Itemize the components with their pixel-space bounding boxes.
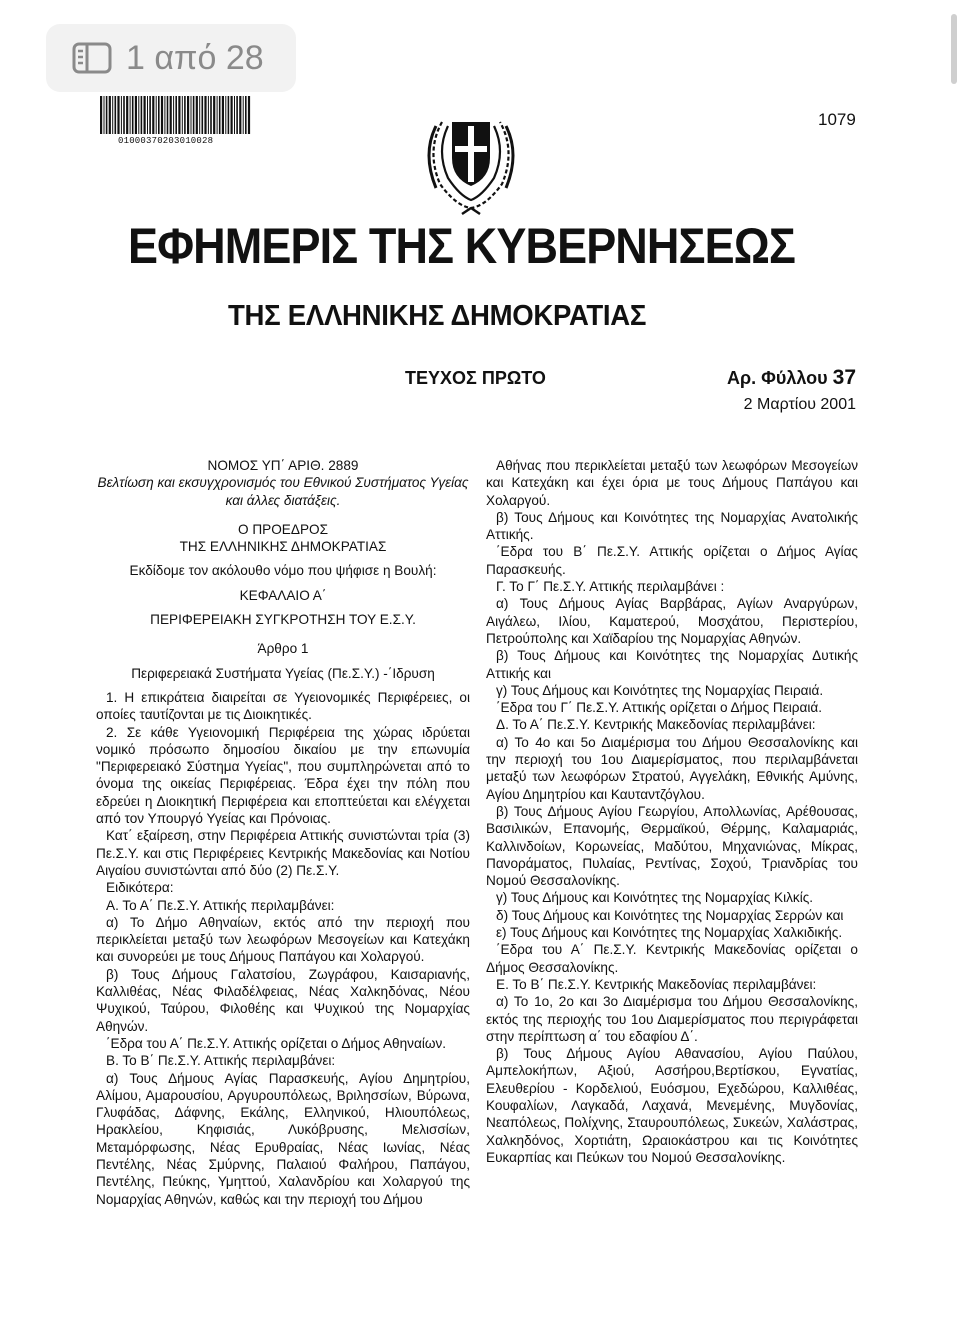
paragraph: Α. Το Α΄ Πε.Σ.Υ. Αττικής περιλαμβάνει: [106, 897, 335, 913]
paragraph: γ) Τους Δήμους και Κοινότητες της Νομαρχίας Κιλκίς. [496, 890, 814, 906]
paragraph: Δ. Το Α΄ Πε.Σ.Υ. Κεντρικής Μακεδονίας περιλαμβάνει: [496, 717, 816, 733]
paragraph: β) Τους Δήμους Γαλατσίου, Ζωγράφου, Καισαριανής, Καλλιθέας, Νέας Φιλαδέλφειας, Νέας Χαλκηδόνας, Νέου Ψυχικού, Ταύρου, Φιλοθέης και Ψυχικού της Νομαρχίας Αθηνών. [96, 966, 470, 1034]
republic-heading: ΤΗΣ ΕΛΛΗΝΙΚΗΣ ΔΗΜΟΚΡΑΤΙΑΣ [179, 539, 387, 555]
article-title: Περιφερειακά Συστήματα Υγείας (Πε.Σ.Υ.) -΄Ιδρυση [131, 665, 435, 681]
paragraph: α) Τους Δήμους Αγίας Παρασκευής, Αγίου Δημητρίου, Αλίμου, Αμαρουσίου, Αργυρουπόλεως, Βριλησσίων, Βύρωνα, Γλυφάδας, Δάφνης, Εκάλης, Ελληνικού, Ηλιουπόλεως, Ηρακλείου, Κηφισιάς, Λυκόβρυσης, Μελισσίων, Μεταμόρφωσης, Νέας Ερυθραίας, Νέας Ιωνίας, Νέας Πεντέλης, Νέας Σμύρνης, Παλαιού Φαλήρου, Παπάγου, Πεντέλης, Πεύκης, Υμηττού, Χαλανδρίου και Χολαργού της Νομαρχίας Αθηνών, καθώς και την περιοχή του Δήμου [96, 1070, 470, 1207]
paragraph: δ) Τους Δήμους και Κοινότητες της Νομαρχίας Σερρών και [496, 907, 844, 923]
page-indicator[interactable] [46, 24, 296, 92]
page-number: 1079 [818, 110, 856, 129]
paragraph: γ) Τους Δήμους και Κοινότητες της Νομαρχίας Πειραιά. [496, 682, 824, 698]
sidebar-toggle-icon[interactable] [72, 42, 112, 74]
paragraph: Ε. Το Β΄ Πε.Σ.Υ. Κεντρικής Μακεδονίας περιλαμβάνει: [496, 976, 817, 992]
paragraph: α) Τους Δήμους Αγίας Βαρβάρας, Αγίων Αναργύρων, Αιγάλεω, Ιλίου, Καματερού, Μοσχάτου, Περιστερίου, Πετρούπολης και Χαϊδαρίου της Νομαρχίας Αθηνών. [486, 596, 858, 646]
chapter-heading: ΚΕΦΑΛΑΙΟ Α΄ [239, 587, 327, 603]
paragraph: ε) Τους Δήμους και Κοινότητες της Νομαρχίας Χαλκιδικής. [496, 925, 843, 941]
paragraph: β) Τους Δήμους Αγίου Αθανασίου, Αγίου Παύλου, Αμπελοκήπων, Αξιού, Ασσήρου,Βερτίσκου, Εγνατίας, Ελευθερίου - Κορδελιού, Ευόσμου, Εχεδώρου, Καλλιθέας, Κουφαλίων, Λαγκαδά, Λαχανά, Μενεμένης, Μυγδονίας, Νεαπόλεως, Πολίχνης, Σταυρουπόλεως, Συκεών, Χαλάστρας, Χαλκηδόνος, Χορτιάτη, Ωραιοκάστρου και τις Κοινότητες Ευκαρπίας και Πεύκων του Νομού Θεσσαλονίκης. [486, 1046, 858, 1165]
sheet-number-value: 37 [832, 366, 856, 389]
paragraph: β) Τους Δήμους Αγίου Γεωργίου, Απολλωνίας, Αρέθουσας, Βασιλικών, Επανομής, Θερμαϊκού, Θέρμης, Καλαμαριάς, Καλλινδοίων, Κορωνείας, Μαδύτου, Μηχανιώνας, Μίκρας, Πανοράματος, Πυλαίας, Ρεντίνας, Σοχού, Τριανδρίας του Νομού Θεσσαλονίκης. [486, 803, 858, 889]
paragraph: β) Τους Δήμους και Κοινότητες της Νομαρχίας Δυτικής Αττικής και [486, 648, 858, 681]
page-counter: 1 από 28 [126, 38, 264, 77]
paragraph: ΄Εδρα του Γ΄ Πε.Σ.Υ. Αττικής ορίζεται ο Δήμος Πειραιά. [496, 700, 823, 716]
scrollbar-thumb[interactable] [951, 14, 957, 84]
right-column [486, 457, 858, 1166]
paragraph: ΄Εδρα του Β΄ Πε.Σ.Υ. Αττικής ορίζεται ο Δήμος Αγίας Παρασκευής. [486, 544, 858, 577]
gazette-title: ΕΦΗΜΕΡΙΣ ΤΗΣ ΚΥΒΕΡΝΗΣΕΩΣ [128, 218, 796, 274]
chapter-title: ΠΕΡΙΦΕΡΕΙΑΚΗ ΣΥΓΚΡΟΤΗΣΗ ΤΟΥ Ε.Σ.Υ. [150, 612, 416, 628]
sheet-label: Αρ. Φύλλου [726, 368, 828, 388]
paragraph: 1. Η επικράτεια διαιρείται σε Υγειονομικές Περιφέρειες, οι οποίες ταυτίζονται με τις Διοικητικές. [96, 689, 470, 723]
paragraph: ΄Εδρα του Α΄ Πε.Σ.Υ. Κεντρικής Μακεδονίας ορίζεται ο Δήμος Θεσσαλονίκης. [486, 942, 858, 975]
gazette-subtitle: ΤΗΣ ΕΛΛΗΝΙΚΗΣ ΔΗΜΟΚΡΑΤΙΑΣ [228, 300, 647, 332]
president-heading: Ο ΠΡΟΕΔΡΟΣ [238, 521, 328, 537]
issue-type: ΤΕΥΧΟΣ ΠΡΩΤΟ [405, 368, 546, 388]
issue-date: 2 Μαρτίου 2001 [743, 396, 856, 413]
paragraph: β) Τους Δήμους και Κοινότητες της Νομαρχίας Ανατολικής Αττικής. [486, 509, 858, 543]
sheet-number [727, 366, 856, 390]
paragraph: α) Το 1ο, 2ο και 3ο Διαμέρισμα του Δήμου Θεσσαλονίκης, εκτός της περιοχής του 1ου Διαμερίσματος που περιγράφεται στην περίπτωση α΄ του εδαφίου Δ΄. [486, 994, 858, 1044]
paragraph: Β. Το Β΄ Πε.Σ.Υ. Αττικής περιλαμβάνει: [106, 1053, 336, 1069]
barcode [100, 96, 252, 134]
paragraph: Αθήνας που περικλείεται μεταξύ των λεωφόρων Μεσογείων και Κατεχάκη και έχει όρια με τους Δήμους Παπάγου και Χολαργού. [486, 458, 858, 508]
paragraph: α) Το 4ο και 5ο Διαμέρισμα του Δήμου Θεσσαλονίκης και την περιοχή του 1ου Διαμερίσματος, που περιλαμβάνεται μεταξύ των λεωφόρων Στρατού, Αγγελάκη, Εθνικής Αμύνης, Αγίου Δημητρίου και Καυταντζόγλου. [486, 734, 858, 802]
article-heading: Άρθρο 1 [257, 641, 309, 657]
enactment-clause: Εκδίδομε τον ακόλουθο νόμο που ψήφισε η Βουλή: [129, 563, 437, 579]
greek-coat-of-arms-emblem [418, 96, 524, 216]
paragraph: Γ. Το Γ΄ Πε.Σ.Υ. Αττικής περιλαμβάνει : [496, 579, 725, 595]
paragraph: Κατ΄ εξαίρεση, στην Περιφέρεια Αττικής συνιστώνται τρία (3) Πε.Σ.Υ. και στις Περιφέρειες Κεντρικής Μακεδονίας και Νοτίου Αιγαίου συνιστώνται από δύο (2) Πε.Σ.Υ. [96, 828, 470, 878]
paragraph: α) Το Δήμο Αθηναίων, εκτός από την περιοχή που περικλείεται μεταξύ των λεωφόρων Μεσογείων και Κατεχάκη και συνορεύει με τους Δήμους Παπάγου και Χολαργού. [96, 914, 470, 965]
law-title: Βελτίωση και εκσυγχρονισμός του Εθνικού Συστήματος Υγείας και άλλες διατάξεις. [97, 475, 469, 508]
paragraph: ΄Εδρα του Α΄ Πε.Σ.Υ. Αττικής ορίζεται ο Δήμος Αθηναίων. [106, 1035, 447, 1051]
law-number: ΝΟΜΟΣ ΥΠ΄ ΑΡΙΘ. 2889 [207, 458, 359, 473]
left-column [96, 457, 470, 1208]
barcode-number: 01000370203010028 [118, 136, 214, 146]
paragraph: Ειδικότερα: [106, 880, 174, 896]
paragraph: 2. Σε κάθε Υγειονομική Περιφέρεια της χώρας ιδρύεται νομικό πρόσωπο δημοσίου δικαίου με την επωνυμία "Περιφερειακό Σύστημα Υγείας", που συμπληρώνεται από το όνομα της οικείας Περιφέρειας. Έδρα έχει την πόλη που εδρεύει η Διοικητική Περιφέρεια και εποπτεύεται και ελέγχεται από τον Υπουργό Υγείας και Πρόνοιας. [96, 724, 470, 827]
scrollbar-track[interactable] [950, 0, 958, 1328]
